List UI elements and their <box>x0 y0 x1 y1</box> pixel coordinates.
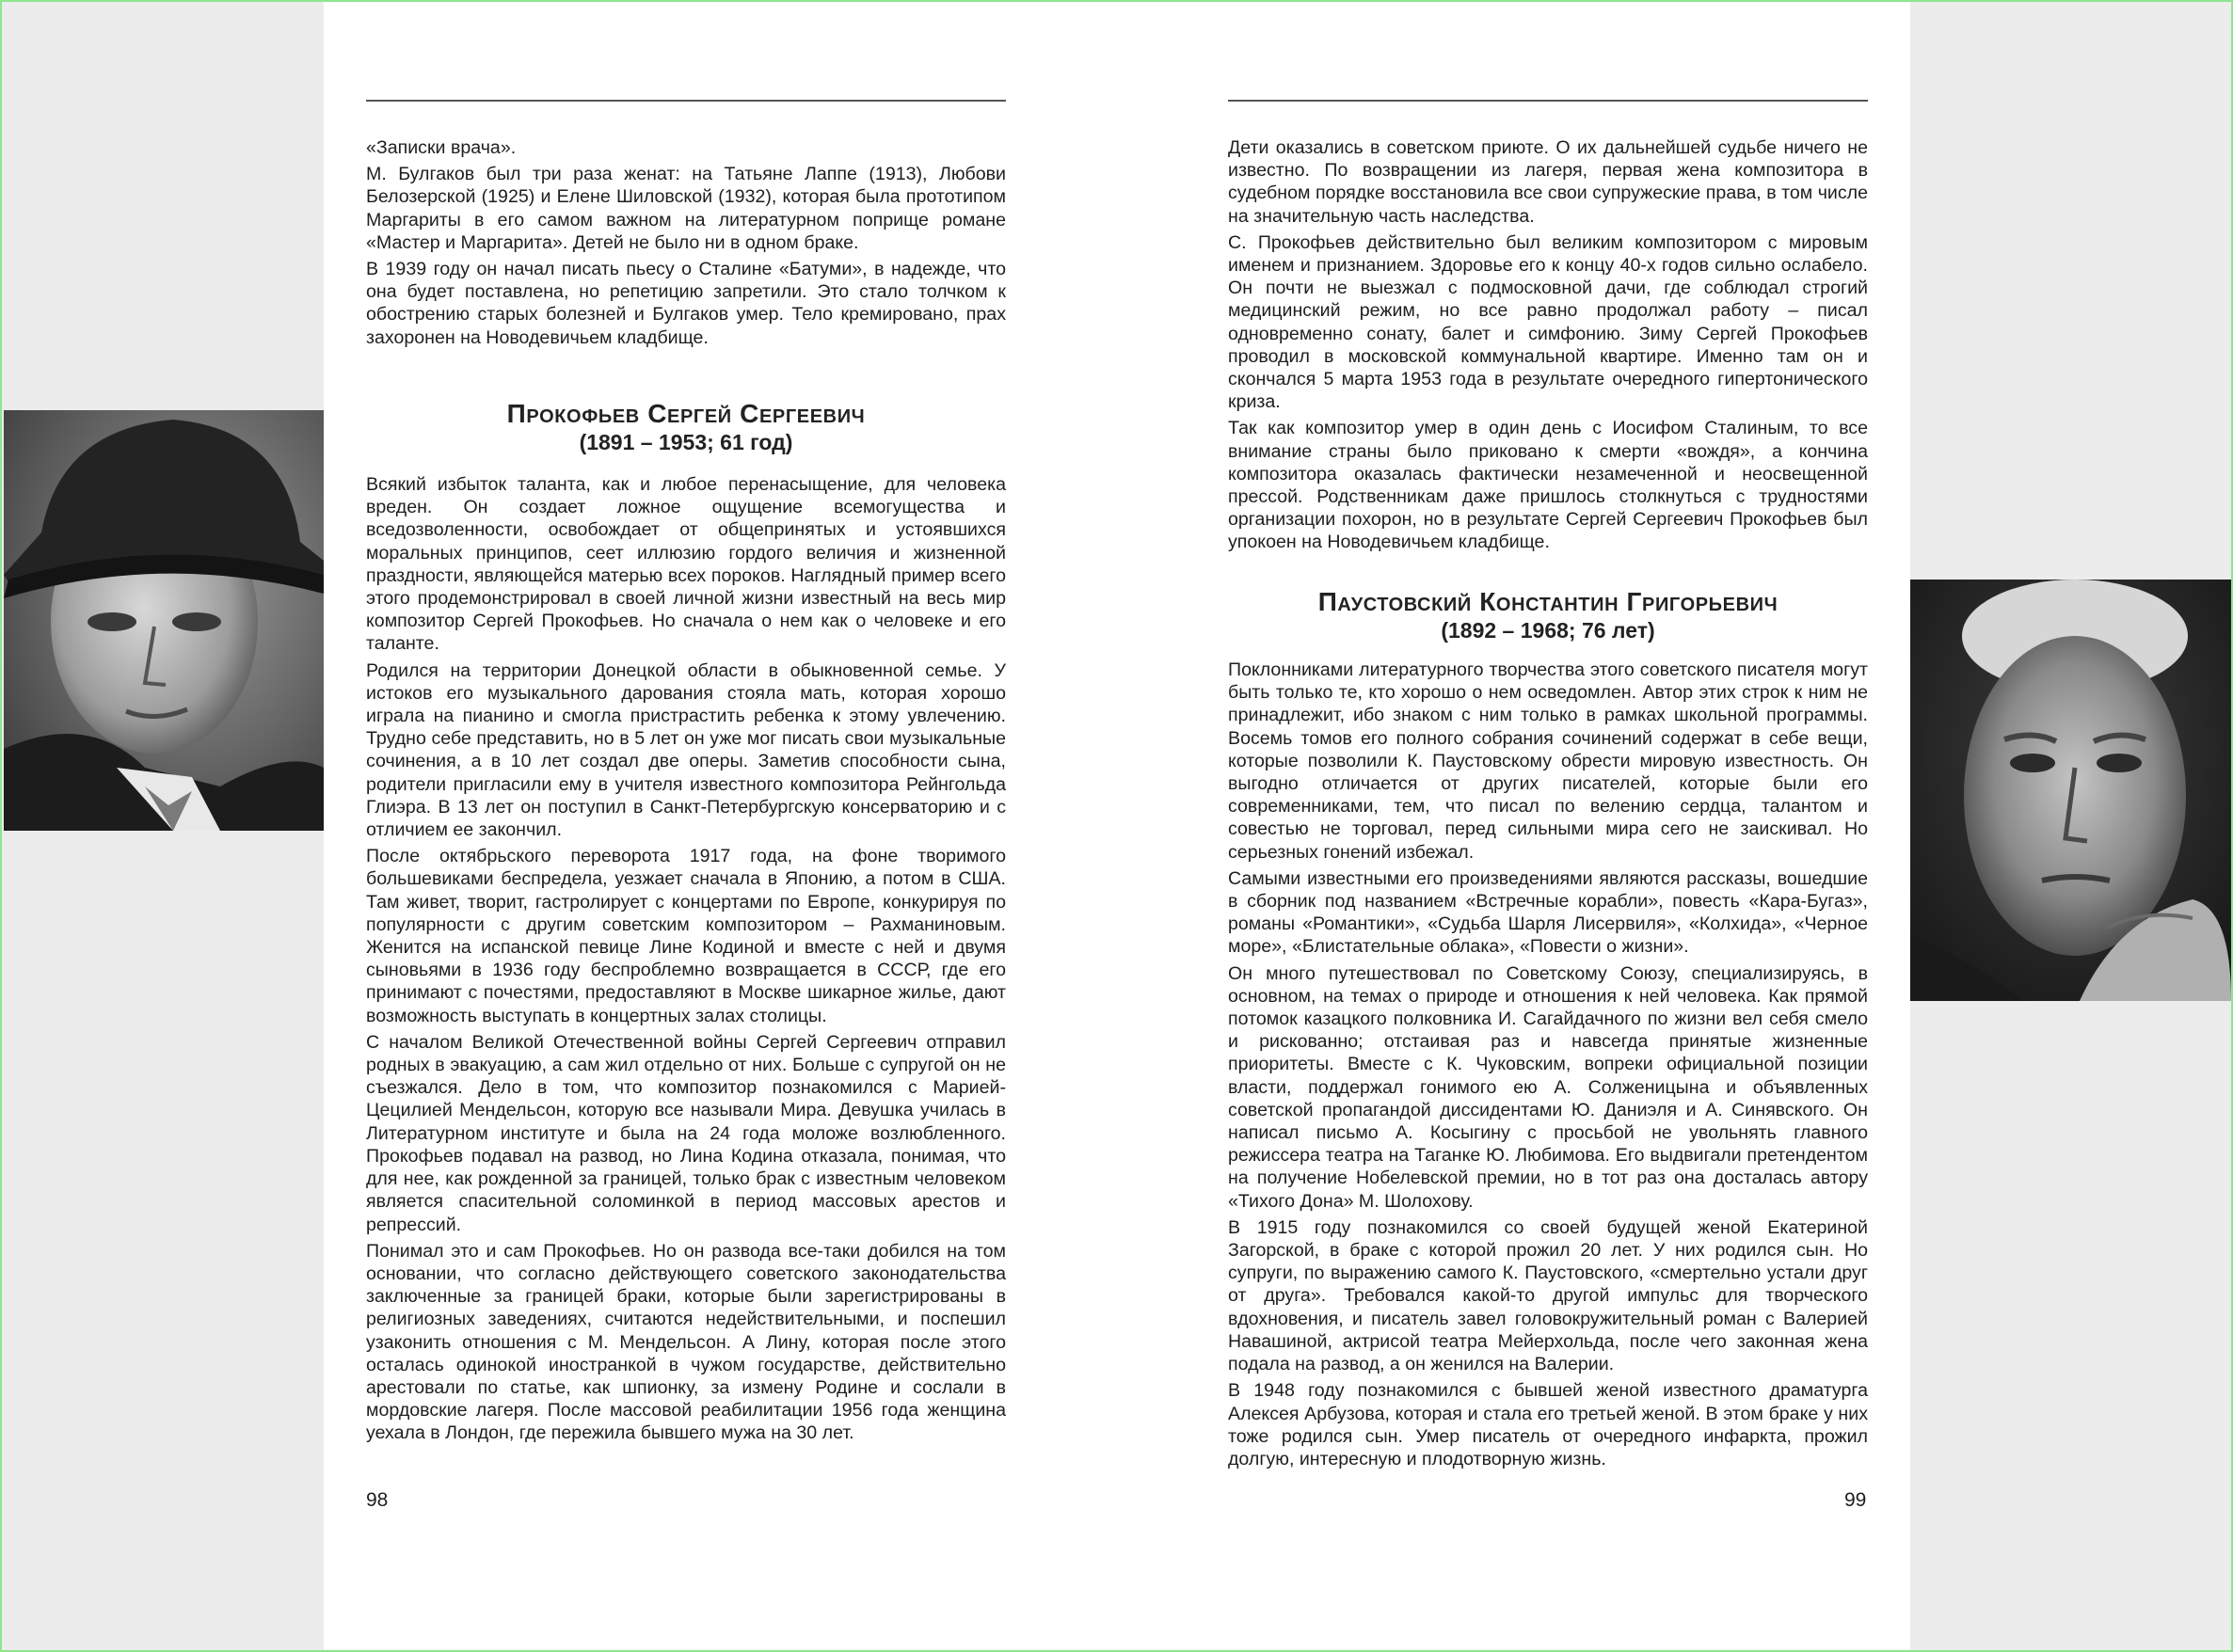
paragraph: В 1948 году познакомился с бывшей женой известного драматурга Алексея Арбузова, которая и стала его третьей женой. В этом браке у них тоже родился сын. Умер писатель от очередного инфаркта, прожил долгую, интересную и плодотворную жизнь. <box>1228 1380 1868 1469</box>
section-heading-prokofiev <box>366 399 1006 455</box>
paragraph: Всякий избыток таланта, как и любое перенасыщение, для человека вреден. Он создает ложное ощущение всемогущества и вседозволенности, освобождает от общепринятых и устоявшихся моральных принципов, сеет иллюзию гордого величия и жизненной праздности, являющейся матерью всех пороков. Наглядный пример всего этого продемонстрировал в своей личной жизни известный на весь мир композитор Сергей Прокофьев. Но сначала о нем как о человеке и его таланте. <box>366 474 1006 655</box>
paragraph: Поклонниками литературного творчества этого советского писателя могут быть только те, кто хорошо о нем осведомлен. Автор этих строк к ним не принадлежит, ибо знаком с ним только в рамках школьной программы. Восемь томов его полного собрания сочинений содержат в себе вещи, которые позволили К. Паустовскому обрести мировую известность. Он выгодно отличается от других писателей, которые были его современниками, тем, что писал по велению сердца, талантом и совестью не торговал, перед сильными мира сего не заискивал. Но серьезных гонений избежал. <box>1228 659 1868 863</box>
left-body-text <box>366 473 1006 1449</box>
left-intro-text <box>366 136 1006 353</box>
section-years: (1891 – 1953; 61 год) <box>579 430 793 454</box>
header-rule-left <box>366 100 1006 102</box>
section-title: Прокофьев Сергей Сергеевич <box>506 399 866 428</box>
paragraph: С началом Великой Отечественной войны Сергей Сергеевич отправил родных в эвакуацию, а сам жил отдельно от них. Больше с супругой он не съезжался. Дело в том, что композитор познакомился с Марией-Цецилией Мендельсон, которую все называли Мира. Девушка училась в Литературном институте и была на 24 года моложе возлюбленного. Прокофьев подавал на развод, но Лина Кодина отказала, понимая, что для нее, как рожденной за границей, только брак с известным человеком является спасительной соломинкой в период массовых арестов и репрессий. <box>366 1031 1006 1235</box>
section-title: Паустовский Константин Григорьевич <box>1317 587 1778 616</box>
page-number-right: 99 <box>1844 1489 1867 1511</box>
paragraph: Родился на территории Донецкой области в обыкновенной семье. У истоков его музыкального дарования стояла мать, которая хорошо играла на пианино и смогла пристрастить ребенка к этому увлечению. Трудно себе представить, но в 5 лет он уже мог писать свои музыкальные сочинения, а в 10 лет создал две оперы. Заметив способности сына, родители пригласили ему в учителя известного композитора Рейнгольда Глиэра. В 13 лет он поступил в Санкт-Петербургскую консерваторию и с отличием ее закончил. <box>366 659 1006 841</box>
portrait-paustovsky <box>1910 580 2231 1001</box>
paragraph: Самыми известными его произведениями являются рассказы, вошедшие в сборник под названием «Встречные корабли», повесть «Кара-Бугаз», романы «Романтики», «Судьба Шарля Лисервиля», «Колхида», «Черное море», «Блистательные облака», «Повести о жизни». <box>1228 867 1868 958</box>
paragraph: С. Прокофьев действительно был великим композитором с мировым именем и признанием. Здоровье его к концу 40-х годов сильно ослабело. Он почти не выезжал с подмосковной дачи, где соблюдал строгий медицинский режим, но все равно продолжал работу – писал одновременно сонату, балет и симфонию. Зиму Сергей Прокофьев проводил в московской коммунальной квартире. Именно там он и скончался 5 марта 1953 года в результате очередного гипертонического криза. <box>1228 231 1868 413</box>
section-heading-paustovsky <box>1228 587 1868 643</box>
right-body-text <box>1228 659 1868 1474</box>
page-number-left: 98 <box>366 1489 389 1511</box>
portrait-paustovsky-image <box>1910 580 2231 1001</box>
portrait-prokofiev <box>4 410 324 831</box>
paragraph: Так как композитор умер в один день с Иосифом Сталиным, то все внимание страны было приковано к смерти «вождя», а кончина композитора оказалась фактически незамеченной и неосвещенной прессой. Родственникам даже пришлось столкнуться с трудностями организации похорон, но в результате Сергей Сергеевич Прокофьев был упокоен на Новодевичьем кладбище. <box>1228 418 1868 553</box>
portrait-prokofiev-image <box>4 410 324 831</box>
paragraph: В 1915 году познакомился со своей будущей женой Екатериной Загорской, в браке с которой прожил 20 лет. У них родился сын. Но супруги, по выражению самого К. Паустовского, «смертельно устали друг от друга». Требовался какой-то другой импульс для творческого вдохновения, и писатель завел головокружительный роман с Валерией Навашиной, актрисой театра Мейерхольда, после чего законная жена подала на развод, а он женился на Валерии. <box>1228 1216 1868 1375</box>
header-rule-right <box>1228 100 1868 102</box>
right-intro-text <box>1228 136 1868 558</box>
paragraph: Он много путешествовал по Советскому Союзу, специализируясь, в основном, на темах о природе и отношения к ней человека. Как прямой потомок казацкого полковника И. Сагайдачного по жизни вел себя смело и рискованно; отстаивая раз и навсегда принятые жизненные приоритеты. Вместе с К. Чуковским, вопреки официальной позиции власти, поддержал гонимого ею А. Солженицына и объявленных советской пропагандой диссидентами Ю. Даниэля и А. Синявского. Он написал письмо А. Косыгину с просьбой не увольнять главного режиссера театра на Таганке Ю. Любимова. Его выдвигали претендентом на получение Нобелевской премии, но в тот раз она досталась автору «Тихого Дона» М. Шолохову. <box>1228 962 1868 1212</box>
paragraph: Дети оказались в советском приюте. О их дальнейшей судьбе ничего не известно. По возвращении из лагеря, первая жена композитора в судебном порядке восстановила все свои супружеские права, в том числе на значительную часть наследства. <box>1228 137 1868 227</box>
paragraph: Понимал это и сам Прокофьев. Но он развода все-таки добился на том основании, что согласно действующего советского законодательства заключенные за границей браки, которые были зарегистрированы в религиозных заведениях, считаются недействительными, и поспешил узаконить отношения с М. Мендельсон. А Лину, которая после этого осталась одинокой иностранкой в чужом государстве, действительно арестовали по статье, как шпионку, за измену Родине и сослали в мордовские лагеря. После массовой реабилитации 1956 года женщина уехала в Лондон, где пережила бывшего мужа на 30 лет. <box>366 1240 1006 1444</box>
paragraph: «Записки врача». <box>366 137 517 158</box>
paragraph: В 1939 году он начал писать пьесу о Сталине «Батуми», в надежде, что она будет поставлена, но репетицию запретили. Это стало толчком к обострению старых болезней и Булгаков умер. Тело кремировано, прах захоронен на Новодевичьем кладбище. <box>366 259 1006 348</box>
paragraph: После октябрьского переворота 1917 года, на фоне творимого большевиками беспредела, уезжает сначала в Японию, а потом в США. Там живет, творит, гастролирует с концертами по Европе, конкурируя по популярности с другим советским композитором – Рахманиновым. Женится на испанской певице Лине Кодиной и вместе с ней и двумя сыновьями в 1936 году беспроблемно возвращается в СССР, где его принимают с почестями, предоставляют в Москве шикарное жилье, дают возможность выступать в концертных залах столицы. <box>366 846 1006 1026</box>
paragraph: М. Булгаков был три раза женат: на Татьяне Лаппе (1913), Любови Белозерской (1925) и Елене Шиловской (1932), которая была прототипом Маргариты в его самом важном на литературном поприще романе «Мастер и Маргарита». Детей не было ни в одном браке. <box>366 164 1006 253</box>
section-years: (1892 – 1968; 76 лет) <box>1441 618 1655 643</box>
